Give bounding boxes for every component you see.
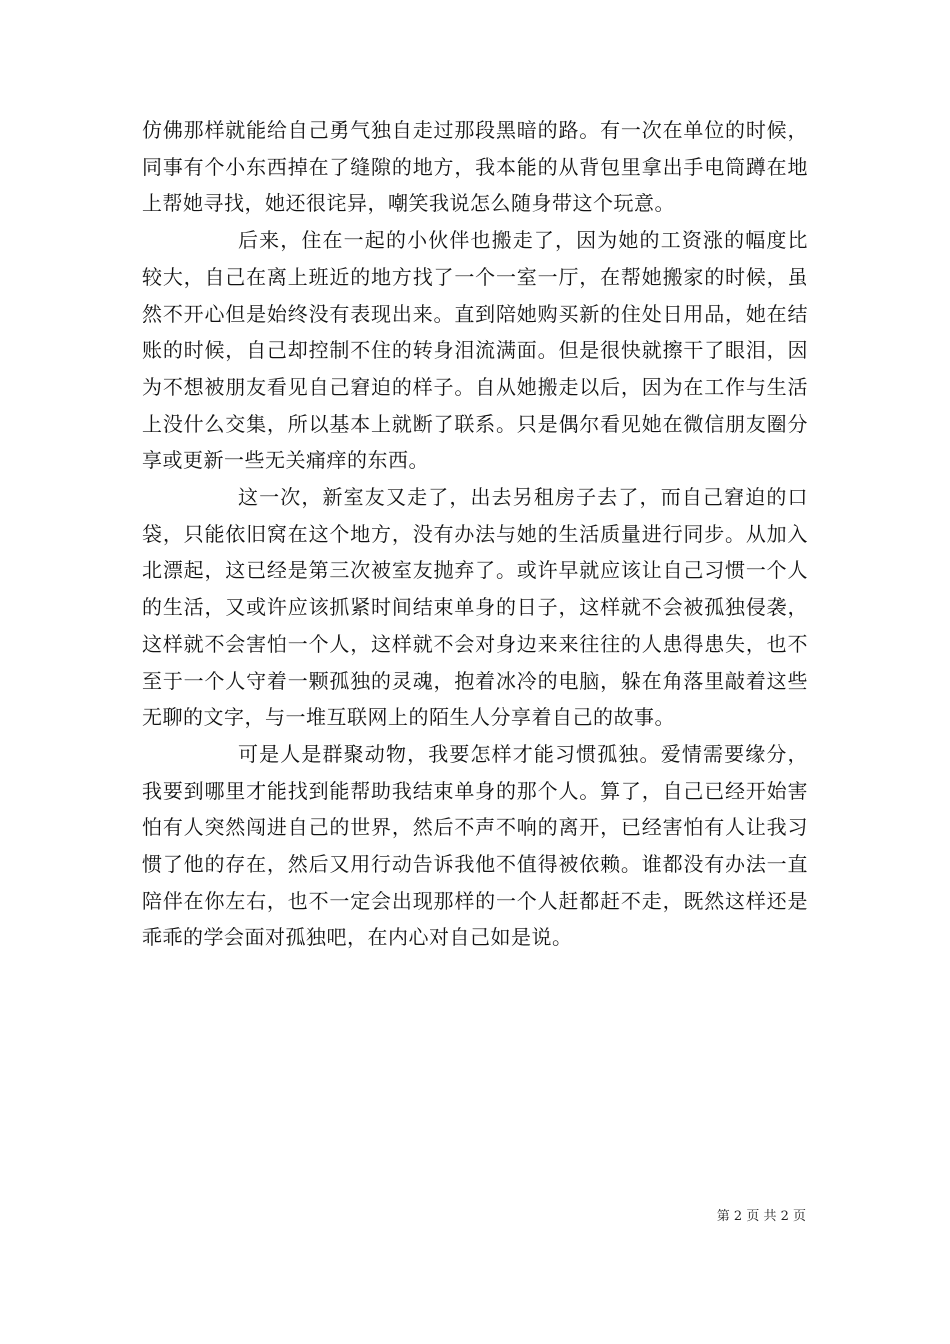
page-number-footer: 第 2 页 共 2 页 (716, 1209, 806, 1224)
paragraph-2: 后来，住在一起的小伙伴也搬走了，因为她的工资涨的幅度比较大，自己在离上班近的地方找了一个一室一厅，在帮她搬家的时候，虽然不开心但是始终没有表现出来。直到陪她购买新的住处日用品，她在结账的时候，自己却控制不住的转身泪流满面。但是很快就擦干了眼泪，因为不想被朋友看见自己窘迫的样子。自从她搬走以后，因为在工作与生活上没什么交集，所以基本上就断了联系。只是偶尔看见她在微信朋友圈分享或更新一些无关痛痒的东西。 (142, 228, 808, 473)
document-body (142, 112, 808, 956)
paragraph-3: 这一次，新室友又走了，出去另租房子去了，而自己窘迫的口袋，只能依旧窝在这个地方，没有办法与她的生活质量进行同步。从加入北漂起，这已经是第三次被室友抛弃了。或许早就应该让自己习惯一个人的生活，又或许应该抓紧时间结束单身的日子，这样就不会被孤独侵袭，这样就不会害怕一个人，这样就不会对身边来来往往的人患得患失，也不至于一个人守着一颗孤独的灵魂，抱着冰冷的电脑，躲在角落里敲着这些无聊的文字，与一堆互联网上的陌生人分享着自己的故事。 (142, 485, 808, 730)
paragraph-4: 可是人是群聚动物，我要怎样才能习惯孤独。爱情需要缘分，我要到哪里才能找到能帮助我结束单身的那个人。算了，自己已经开始害怕有人突然闯进自己的世界，然后不声不响的离开，已经害怕有人让我习惯了他的存在，然后又用行动告诉我他不值得被依赖。谁都没有办法一直陪伴在你左右，也不一定会出现那样的一个人赶都赶不走，既然这样还是乖乖的学会面对孤独吧，在内心对自己如是说。 (142, 741, 808, 950)
paragraph-1: 仿佛那样就能给自己勇气独自走过那段黑暗的路。有一次在单位的时候，同事有个小东西掉在了缝隙的地方，我本能的从背包里拿出手电筒蹲在地上帮她寻找，她还很诧异，嘲笑我说怎么随身带这个玩意。 (142, 118, 808, 216)
